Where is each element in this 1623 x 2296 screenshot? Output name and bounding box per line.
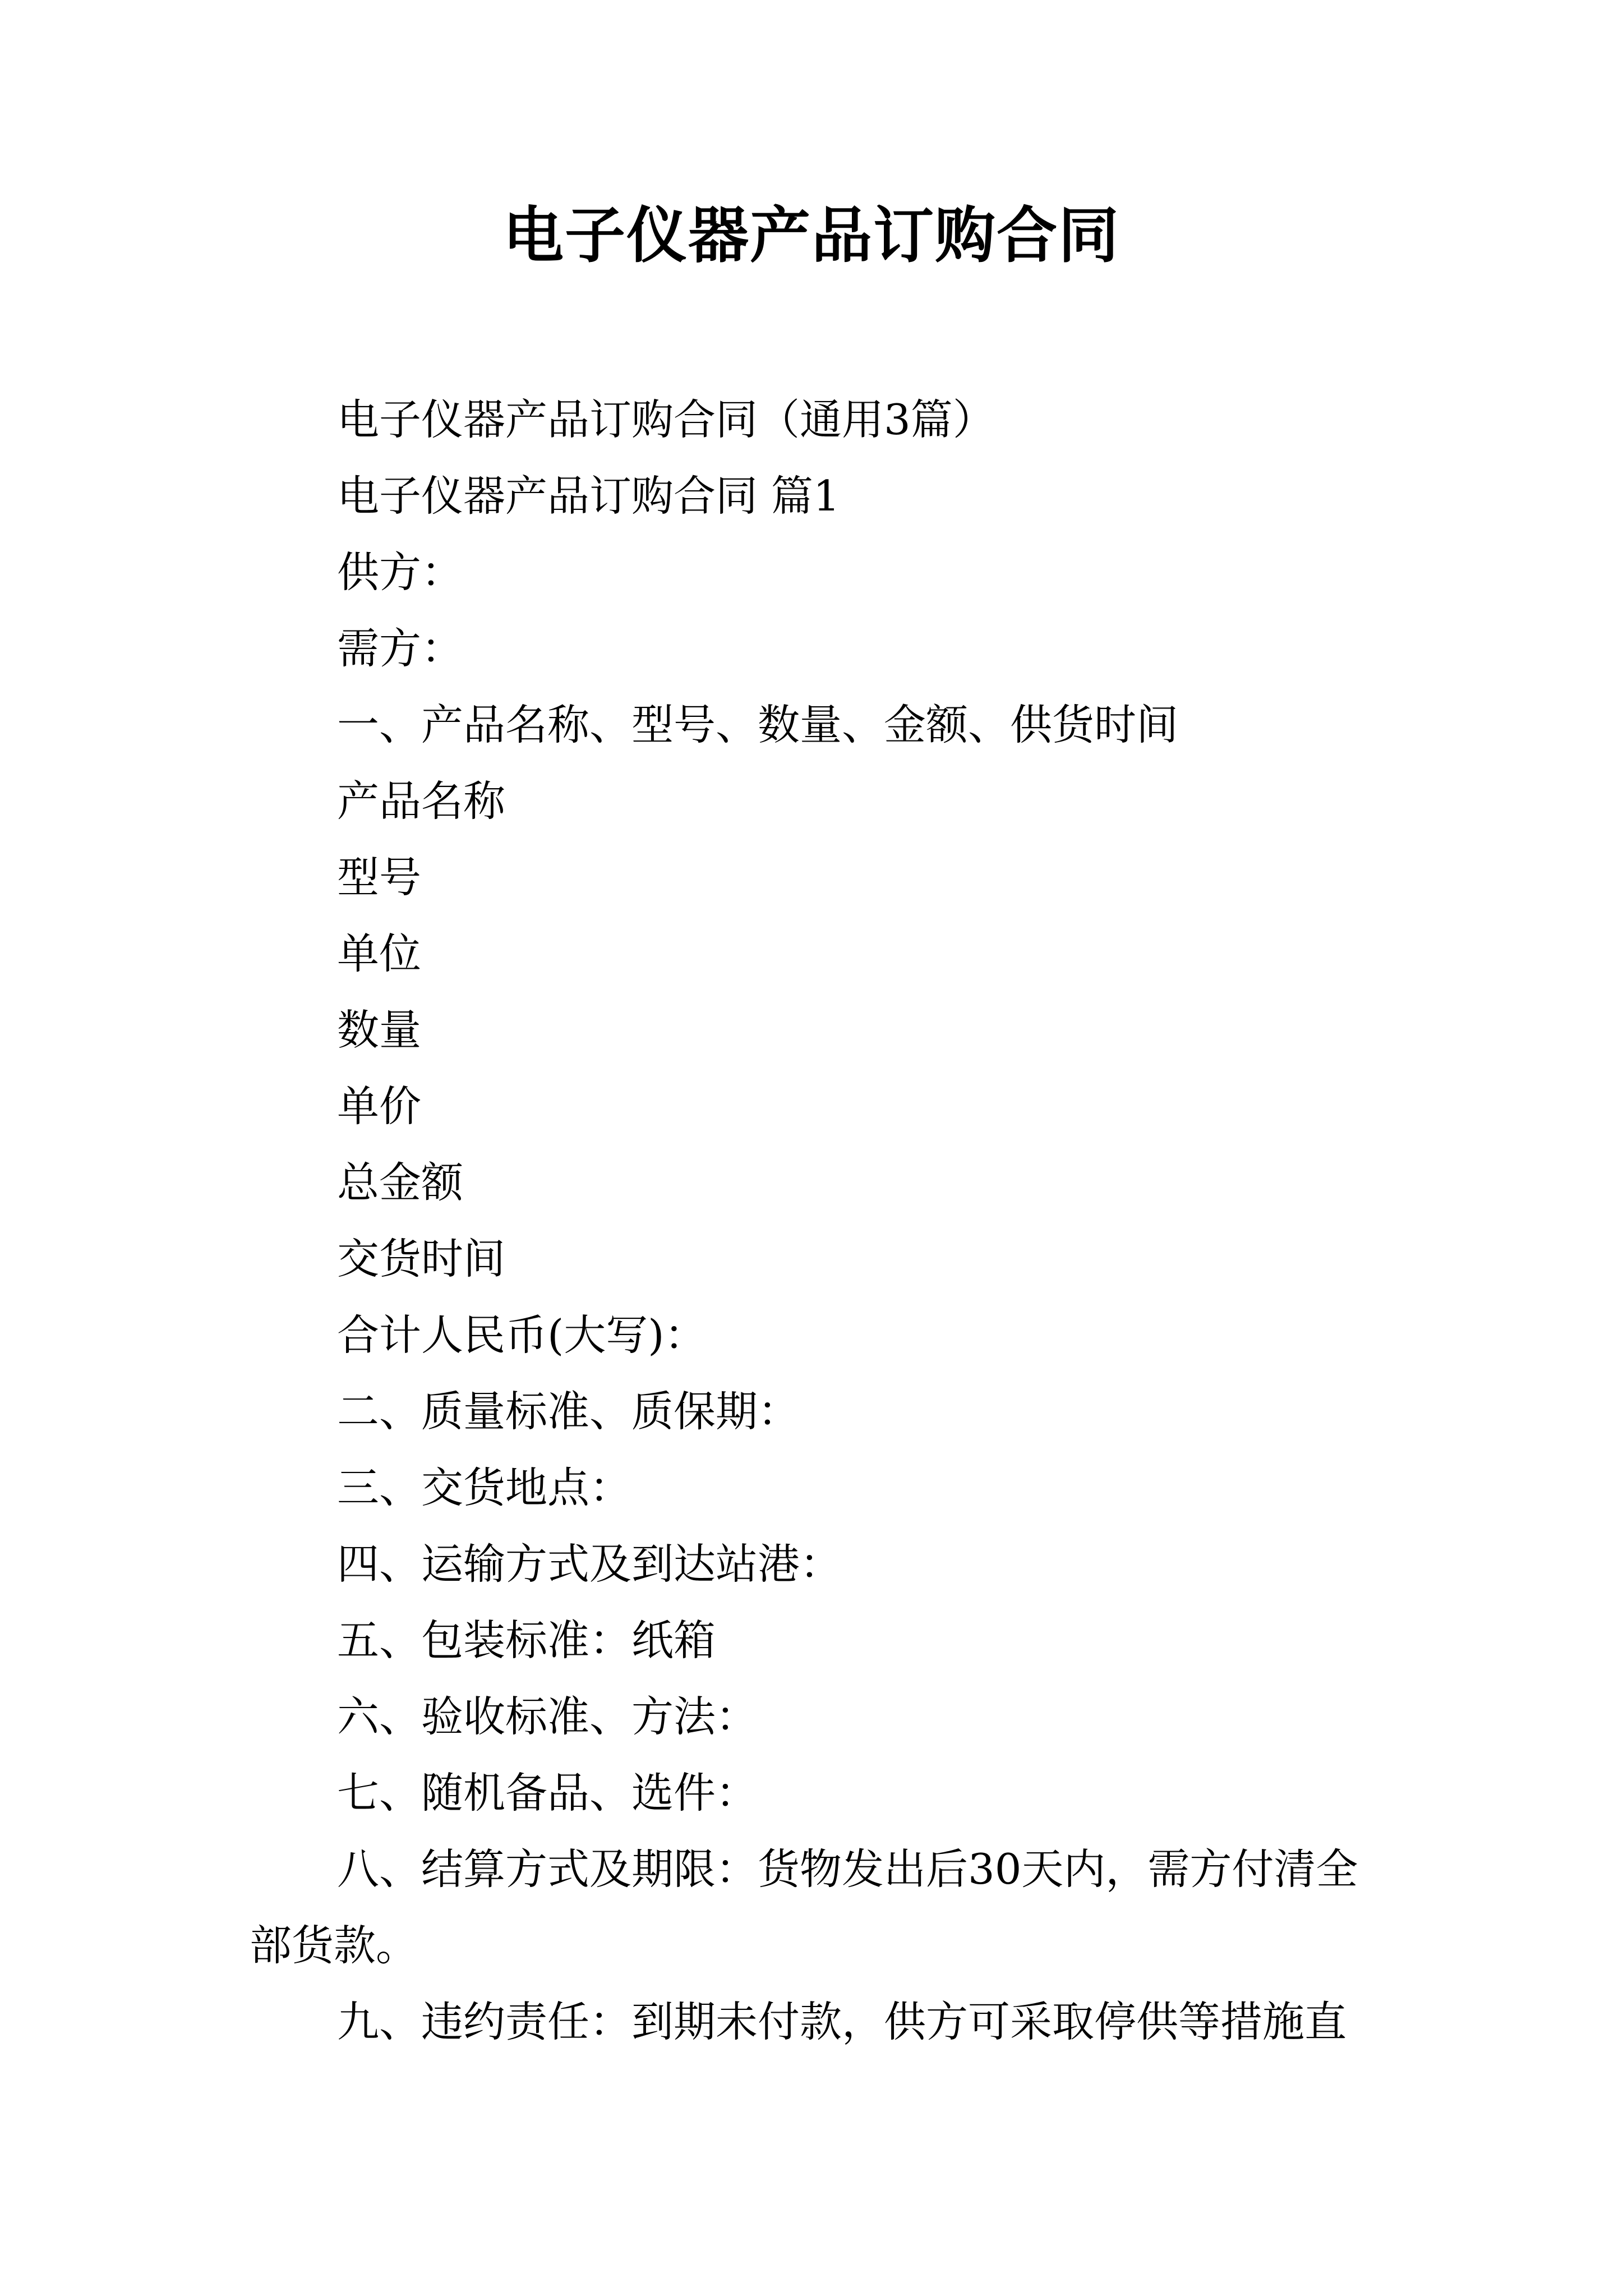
paragraph-clause-3: 三、交货地点： (337, 1463, 632, 1512)
paragraph-unit: 单位 (337, 929, 422, 978)
paragraph-buyer: 需方： (337, 624, 464, 673)
paragraph-clause-7: 七、随机备品、选件： (337, 1768, 758, 1818)
paragraph-clause-1: 一、产品名称、型号、数量、金额、供货时间 (337, 700, 1179, 749)
paragraph-clause-5: 五、包装标准：纸箱 (337, 1616, 716, 1665)
paragraph-quantity: 数量 (337, 1005, 422, 1055)
paragraph-clause-8: 八、结算方式及期限：货物发出后30天内，需方付清全部货款。 (250, 1844, 1358, 1970)
paragraph-delivery-time: 交货时间 (337, 1234, 506, 1283)
paragraph-clause-9: 九、违约责任：到期未付款，供方可采取停供等措施直 (337, 1997, 1347, 2046)
paragraph-clause-2: 二、质量标准、质保期： (337, 1387, 800, 1436)
paragraph-clause-6: 六、验收标准、方法： (337, 1692, 758, 1741)
paragraph-section-heading: 电子仪器产品订购合同 篇1 (337, 471, 840, 521)
document-body (250, 381, 1382, 2060)
document-title: 电子仪器产品订购合同 (502, 200, 1120, 271)
paragraph-supplier: 供方： (337, 547, 464, 597)
paragraph-total-rmb: 合计人民币(大写)： (337, 1310, 707, 1360)
paragraph-clause-4: 四、运输方式及到达站港： (337, 1539, 842, 1589)
paragraph-product-name: 产品名称 (337, 776, 506, 826)
paragraph-unit-price: 单价 (337, 1082, 422, 1131)
paragraph-subtitle: 电子仪器产品订购合同（通用3篇） (337, 395, 995, 444)
paragraph-model: 型号 (337, 853, 422, 902)
paragraph-total-amount: 总金额 (337, 1158, 464, 1207)
